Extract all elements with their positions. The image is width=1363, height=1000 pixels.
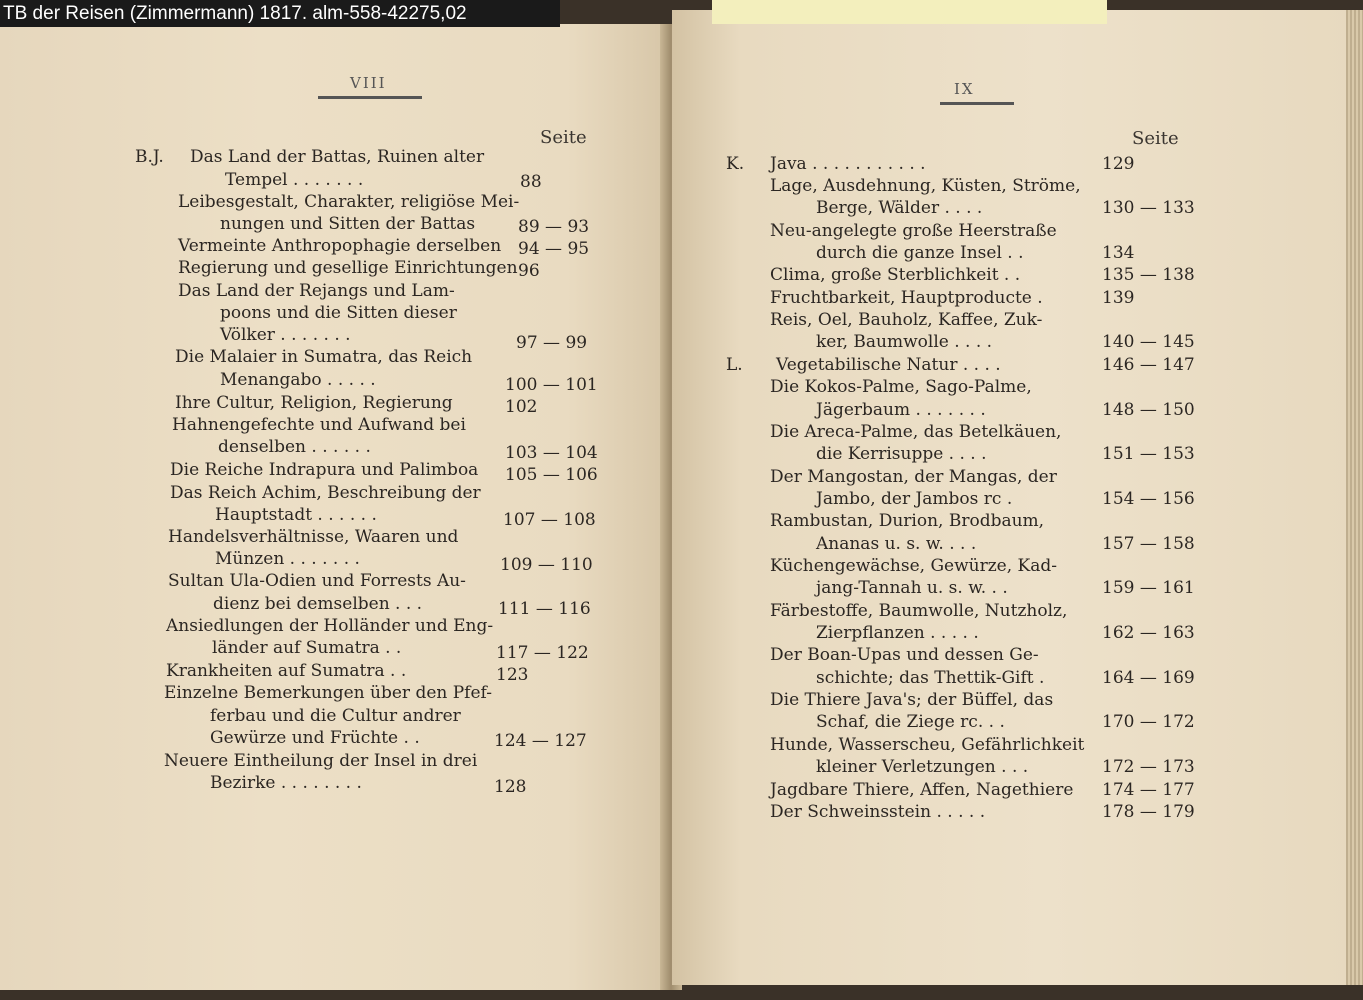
toc-entry: Jägerbaum . . . . . . . — [816, 400, 986, 420]
toc-page-number: 128 — [494, 777, 527, 797]
toc-entry: Regierung und gesellige Einrichtungen — [178, 258, 518, 278]
toc-entry: die Kerrisuppe . . . . — [816, 444, 987, 464]
toc-entry: Hauptstadt . . . . . . — [215, 505, 377, 525]
toc-page-number: 170 — 172 — [1102, 712, 1195, 732]
toc-page-number: 117 — 122 — [496, 643, 589, 663]
toc-page-number: 157 — 158 — [1102, 534, 1195, 554]
toc-page-number: 174 — 177 — [1102, 780, 1195, 800]
right-section-mark-k: K. — [726, 154, 745, 174]
toc-page-number: 102 — [505, 397, 538, 417]
toc-entry: Die Kokos-Palme, Sago-Palme, — [770, 377, 1032, 397]
toc-page-number: 97 — 99 — [516, 333, 588, 353]
toc-entry: Ansiedlungen der Holländer und Eng- — [166, 616, 494, 636]
toc-entry: Zierpflanzen . . . . . — [816, 623, 979, 643]
toc-entry: Jagdbare Thiere, Affen, Nagethiere — [770, 780, 1074, 800]
toc-entry: Einzelne Bemerkungen über den Pfef- — [164, 683, 492, 703]
toc-page-number: 178 — 179 — [1102, 802, 1195, 822]
toc-page-number: 94 — 95 — [518, 239, 590, 259]
toc-entry: dienz bei demselben . . . — [213, 594, 423, 614]
toc-entry: Ihre Cultur, Religion, Regierung — [175, 393, 453, 413]
toc-entry: Schaf, die Ziege rc. . . — [816, 712, 1005, 732]
toc-entry: Java . . . . . . . . . . . — [770, 154, 926, 174]
toc-entry: ker, Baumwolle . . . . — [816, 332, 993, 352]
toc-entry: Vegetabilische Natur . . . . — [776, 355, 1001, 375]
image-caption: TB der Reisen (Zimmermann) 1817. alm-558-42275,02 — [0, 0, 560, 27]
toc-page-number: 103 — 104 — [505, 443, 598, 463]
toc-entry: Sultan Ula-Odien und Forrests Au- — [168, 571, 466, 591]
toc-entry: Gewürze und Früchte . . — [210, 728, 420, 748]
toc-entry: Handelsverhältnisse, Waaren und — [168, 527, 459, 547]
toc-entry: Das Land der Rejangs und Lam- — [178, 281, 455, 301]
toc-page-number: 129 — [1102, 154, 1135, 174]
toc-entry: Neu-angelegte große Heerstraße — [770, 221, 1057, 241]
toc-entry: Der Boan-Upas und dessen Ge- — [770, 645, 1039, 665]
toc-page-number: 139 — [1102, 288, 1135, 308]
toc-page-number: 154 — 156 — [1102, 489, 1195, 509]
paper-strip — [712, 0, 1107, 24]
toc-entry: Völker . . . . . . . — [220, 325, 351, 345]
toc-entry: Clima, große Sterblichkeit . . — [770, 265, 1021, 285]
toc-entry: Der Mangostan, der Mangas, der — [770, 467, 1057, 487]
toc-entry: Reis, Oel, Bauholz, Kaffee, Zuk- — [770, 310, 1043, 330]
toc-entry: Vermeinte Anthropophagie derselben — [178, 236, 502, 256]
toc-page-number: 172 — 173 — [1102, 757, 1195, 777]
toc-entry: Der Schweinsstein . . . . . — [770, 802, 986, 822]
toc-entry: Berge, Wälder . . . . — [816, 198, 983, 218]
toc-entry: Fruchtbarkeit, Hauptproducte . — [770, 288, 1043, 308]
toc-entry: Krankheiten auf Sumatra . . — [166, 661, 407, 681]
toc-page-number: 140 — 145 — [1102, 332, 1195, 352]
toc-entry: Tempel . . . . . . . — [225, 170, 364, 190]
toc-entry: denselben . . . . . . — [218, 437, 371, 457]
toc-page-number: 107 — 108 — [503, 510, 596, 530]
toc-entry: Ananas u. s. w. . . . — [816, 534, 977, 554]
toc-page-number: 111 — 116 — [498, 599, 591, 619]
toc-page-number: 88 — [520, 172, 542, 192]
toc-entry: Die Malaier in Sumatra, das Reich — [175, 347, 473, 367]
toc-entry: poons und die Sitten dieser — [220, 303, 457, 323]
toc-entry: Das Land der Battas, Ruinen alter — [190, 147, 485, 167]
toc-entry: jang-Tannah u. s. w. . . — [816, 578, 1008, 598]
left-folio: VIII — [350, 74, 387, 92]
toc-page-number: 123 — [496, 665, 529, 685]
toc-entry: Rambustan, Durion, Brodbaum, — [770, 511, 1045, 531]
toc-entry: Neuere Eintheilung der Insel in drei — [164, 751, 478, 771]
right-header-rule — [940, 102, 1014, 105]
toc-page-number: 109 — 110 — [500, 555, 593, 575]
toc-page-number: 162 — 163 — [1102, 623, 1195, 643]
toc-page-number: 135 — 138 — [1102, 265, 1195, 285]
toc-entry: durch die ganze Insel . . — [816, 243, 1024, 263]
right-seite-label: Seite — [1132, 128, 1179, 149]
toc-entry: Die Areca-Palme, das Betelkäuen, — [770, 422, 1062, 442]
toc-entry: länder auf Sumatra . . — [212, 638, 402, 658]
page-edges — [1346, 10, 1363, 985]
toc-page-number: 96 — [518, 261, 540, 281]
toc-entry: Lage, Ausdehnung, Küsten, Ströme, — [770, 176, 1081, 196]
toc-entry: kleiner Verletzungen . . . — [816, 757, 1029, 777]
toc-page-number: 134 — [1102, 243, 1135, 263]
toc-page-number: 148 — 150 — [1102, 400, 1195, 420]
toc-page-number: 105 — 106 — [505, 465, 598, 485]
toc-entry: Küchengewächse, Gewürze, Kad- — [770, 556, 1057, 576]
toc-entry: Färbestoffe, Baumwolle, Nutzholz, — [770, 601, 1068, 621]
toc-entry: ferbau und die Cultur andrer — [210, 706, 461, 726]
left-seite-label: Seite — [540, 127, 587, 148]
toc-entry: Hunde, Wasserscheu, Gefährlichkeit — [770, 735, 1085, 755]
toc-page-number: 124 — 127 — [494, 731, 587, 751]
toc-entry: Bezirke . . . . . . . . — [210, 773, 362, 793]
left-section-mark: B.J. — [135, 147, 164, 167]
toc-page-number: 159 — 161 — [1102, 578, 1195, 598]
toc-entry: Die Thiere Java's; der Büffel, das — [770, 690, 1054, 710]
right-folio: IX — [954, 80, 975, 98]
toc-entry: Das Reich Achim, Beschreibung der — [170, 483, 481, 503]
left-page — [0, 24, 668, 990]
right-page — [672, 10, 1352, 985]
toc-page-number: 164 — 169 — [1102, 668, 1195, 688]
toc-entry: schichte; das Thettik-Gift . — [816, 668, 1045, 688]
toc-entry: Hahnengefechte und Aufwand bei — [172, 415, 466, 435]
toc-entry: Jambo, der Jambos rc . — [816, 489, 1013, 509]
toc-entry: nungen und Sitten der Battas — [220, 214, 476, 234]
toc-page-number: 146 — 147 — [1102, 355, 1195, 375]
left-header-rule — [318, 96, 422, 99]
toc-entry: Die Reiche Indrapura und Palimboa — [170, 460, 479, 480]
toc-page-number: 151 — 153 — [1102, 444, 1195, 464]
toc-page-number: 100 — 101 — [505, 375, 598, 395]
toc-page-number: 130 — 133 — [1102, 198, 1195, 218]
toc-entry: Leibesgestalt, Charakter, religiöse Mei- — [178, 192, 520, 212]
toc-entry: Menangabo . . . . . — [220, 370, 376, 390]
toc-page-number: 89 — 93 — [518, 217, 590, 237]
toc-entry: Münzen . . . . . . . — [215, 549, 360, 569]
right-section-mark-l: L. — [726, 355, 743, 375]
